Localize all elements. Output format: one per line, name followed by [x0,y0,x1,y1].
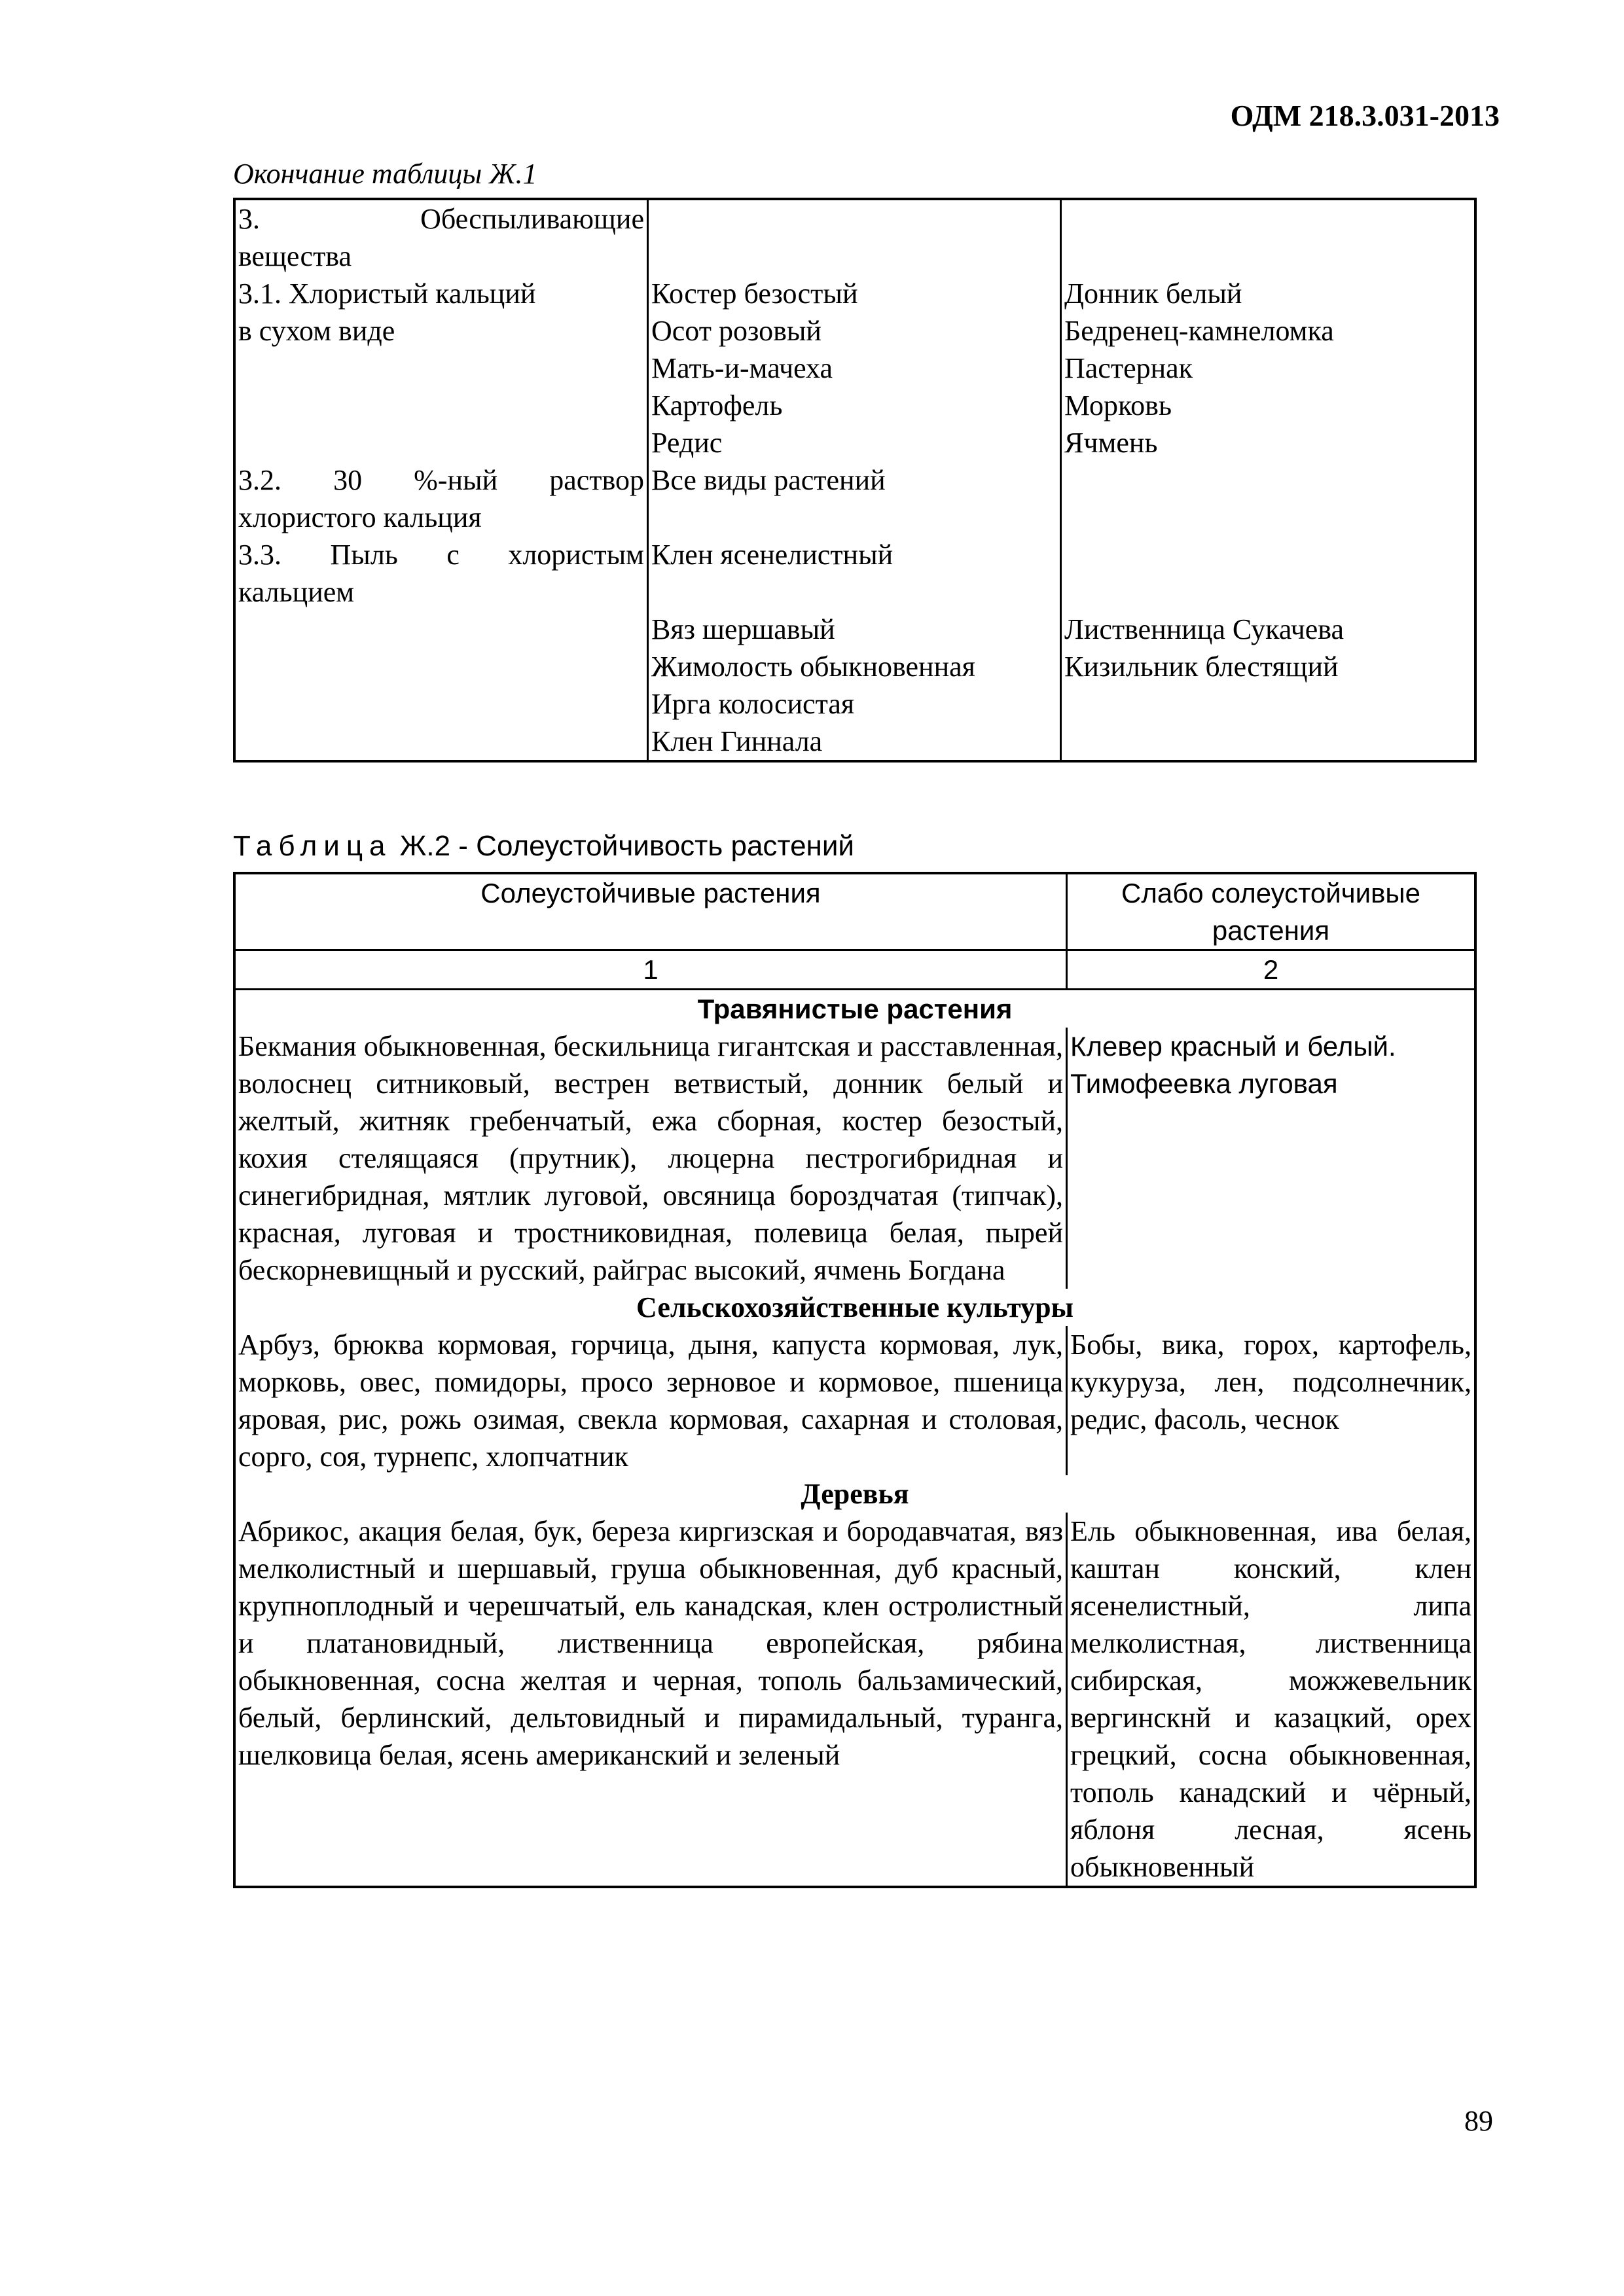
table-cell: Арбуз, брюква кормовая, горчица, дыня, капуста кормовая, лук, морковь, овес, помидоры, просо зерновое и кормовое, пшеница яровая, рис, рожь озимая, свекла кормовая, сахарная и столовая, сорго, соя, турнепс, хлопчатник [234,1326,1067,1475]
column-number: 1 [234,950,1067,990]
table1-caption: Окончание таблицы Ж.1 [233,158,537,190]
section-header-row [234,1289,1475,1326]
cell-line: Жимолость обыкновенная [651,651,975,683]
table-row [234,611,1475,761]
table-cell: Бобы, вика, горох, картофель, кукуруза, лен, подсолнечник, редис, фасоль, чеснок [1067,1326,1476,1475]
table-cell: Абрикос, акация белая, бук, береза киргизская и бородавчатая, вяз мелколистный и шершавый, груша обыкновенная, дуб красный, крупноплодный и черешчатый, ель канадская, клен остролистный и платановидный, лиственница европейская, рябина обыкновенная, сосна желтая и черная, тополь бальзамический, белый, берлинский, дельтовидный и пирамидальный, туранга, шелковица белая, ясень американский и зеленый [234,1513,1067,1887]
cell-line: Лиственница Сукачева [1064,613,1344,645]
cell-line: хлористого кальция [238,501,482,533]
table-cell [1061,199,1476,275]
section-header-row [234,990,1475,1028]
cell-line: Ячмень [1064,427,1158,459]
cell-line: Клен Гиннала [651,725,823,757]
table-row [234,275,1475,461]
table2-caption-prefix: Таблица [233,830,392,862]
table-zh1-end [233,198,1477,762]
table-header-row [234,873,1475,950]
table-cell [1061,275,1476,461]
cell-line: кальцием [238,576,355,608]
table-row [234,1513,1475,1887]
cell-line: Редис [651,427,723,459]
table-cell [1061,611,1476,761]
table2-caption-title: Ж.2 - Солеустойчивость растений [391,830,855,862]
section-header-row [234,1475,1475,1513]
column-number: 2 [1067,950,1476,990]
table-cell [648,461,1061,536]
column-header: Слабо солеустойчивые растения [1067,873,1476,950]
column-number-row [234,950,1475,990]
cell-line: Кизильник блестящий [1064,651,1339,683]
cell-line: 3.2. 30 %-ный раствор [238,464,644,496]
cell-line: Осот розовый [651,315,821,347]
document-code: ОДМ 218.3.031-2013 [1230,99,1500,132]
cell-line: Донник белый [1064,278,1242,310]
cell-line: Морковь [1064,389,1172,422]
table-cell [648,199,1061,275]
cell-line: Бедренец-камнеломка [1064,315,1334,347]
section-title: Деревья [234,1475,1475,1513]
table-cell [234,199,648,275]
column-header: Солеустойчивые растения [234,873,1067,950]
table-row [234,461,1475,536]
cell-line: Пастернак [1064,352,1193,384]
table-cell [234,536,648,611]
cell-line: Вяз шершавый [651,613,835,645]
cell-line: вещества [238,240,352,272]
table-cell [648,536,1061,611]
table-row [234,536,1475,611]
table-cell [234,275,648,461]
table-cell: Бекмания обыкновенная, бескильница гигантская и расставленная, волоснец ситниковый, вестрен ветвистый, донник белый и желтый, житняк гребенчатый, ежа сборная, костер безостый, кохия стелящаяся (прутник), люцерна пестрогибридная и синегибридная, мятлик луговой, овсяница бороздчатая (типчак), красная, луговая и тростниковидная, полевица белая, пырей бескорневищный и русский, райграс высокий, ячмень Богдана [234,1028,1067,1289]
table-cell [648,275,1061,461]
cell-line: 3.1. Хлористый кальций [238,278,536,310]
cell-line: 3. Обеспыливающие [238,203,644,235]
cell-line: Клевер красный и белый. [1070,1031,1396,1062]
cell-line: Тимофеевка луговая [1070,1068,1338,1099]
cell-line: Мать-и-мачеха [651,352,833,384]
table-row [234,1028,1475,1289]
section-title: Сельскохозяйственные культуры [234,1289,1475,1326]
table-cell [234,461,648,536]
table-row [234,1326,1475,1475]
section-title: Травянистые растения [234,990,1475,1028]
table-row [234,199,1475,275]
table-zh2 [233,872,1477,1888]
table-cell [1067,1028,1476,1289]
table-cell [234,611,648,761]
cell-line: Клен ясенелистный [651,539,893,571]
cell-line: Костер безостый [651,278,858,310]
table-cell [1061,536,1476,611]
table-cell [648,611,1061,761]
cell-line: Картофель [651,389,783,422]
table-cell: Ель обыкновенная, ива белая, каштан конский, клен ясенелистный, липа мелколистная, лиственница сибирская, можжевельник вергинскнй и казацкий, орех грецкий, сосна обыкновенная, тополь канадский и чёрный, яблоня лесная, ясень обыкновенный [1067,1513,1476,1887]
table2-caption [233,830,854,863]
page-number: 89 [1464,2105,1493,2137]
cell-line: Ирга колосистая [651,688,855,720]
table-cell [1061,461,1476,536]
cell-line: Все виды растений [651,464,886,496]
cell-line: в сухом виде [238,315,395,347]
cell-line: 3.3. Пыль с хлористым [238,539,644,571]
